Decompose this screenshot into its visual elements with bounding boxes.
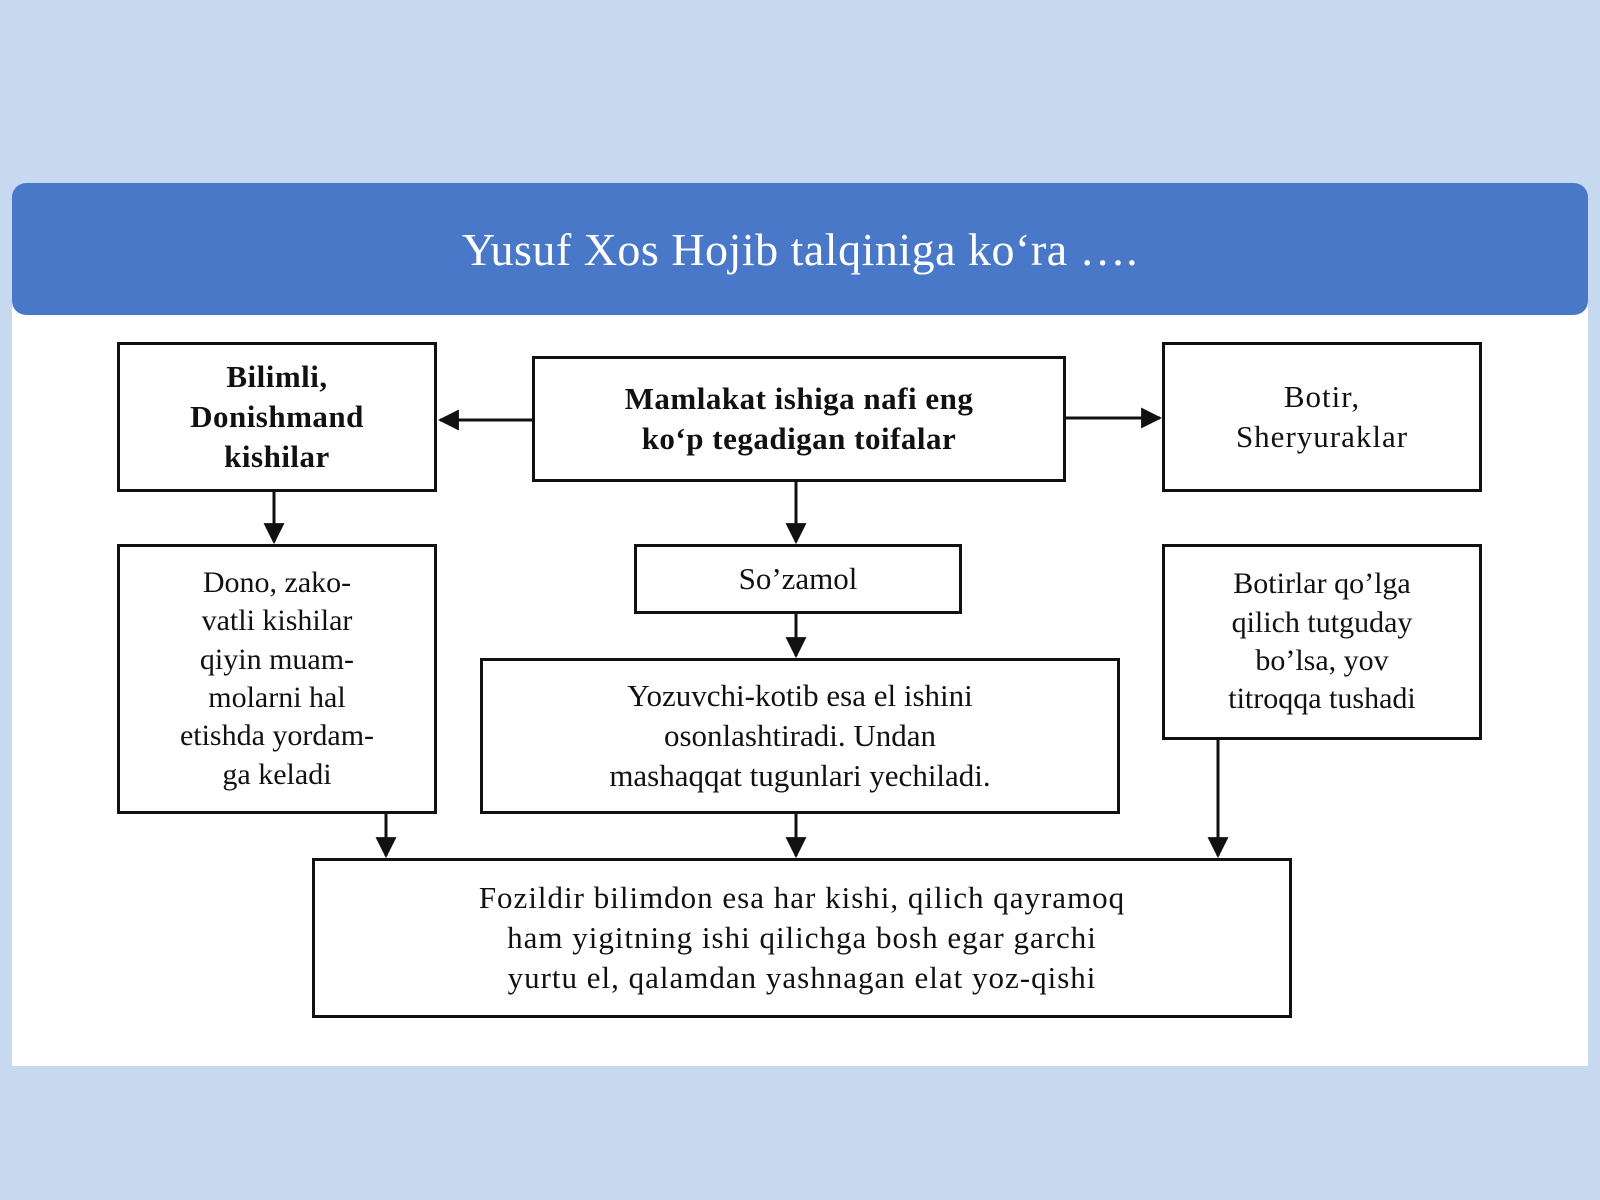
box-left-detail: Dono, zako- vatli kishilar qiyin muam- molarni hal etishda yordam- ga keladi bbox=[117, 544, 437, 814]
box-middle-detail: Yozuvchi-kotib esa el ishini osonlashtiradi. Undan mashaqqat tugunlari yechiladi. bbox=[480, 658, 1120, 814]
box-middle: So’zamol bbox=[634, 544, 962, 614]
box-right-top: Botir, Sheryuraklar bbox=[1162, 342, 1482, 492]
box-center-top: Mamlakat ishiga nafi eng ko‘p tegadigan toifalar bbox=[532, 356, 1066, 482]
box-right-detail: Botirlar qo’lga qilich tutguday bo’lsa, yov titroqqa tushadi bbox=[1162, 544, 1482, 740]
slide-title: Yusuf Xos Hojib talqiniga ko‘ra …. bbox=[461, 223, 1139, 275]
box-bottom: Fozildir bilimdon esa har kishi, qilich qayramoq ham yigitning ishi qilichga bosh egar garchi yurtu el, qalamdan yashnagan elat yoz-qishi bbox=[312, 858, 1292, 1018]
box-left-top: Bilimli, Donishmand kishilar bbox=[117, 342, 437, 492]
